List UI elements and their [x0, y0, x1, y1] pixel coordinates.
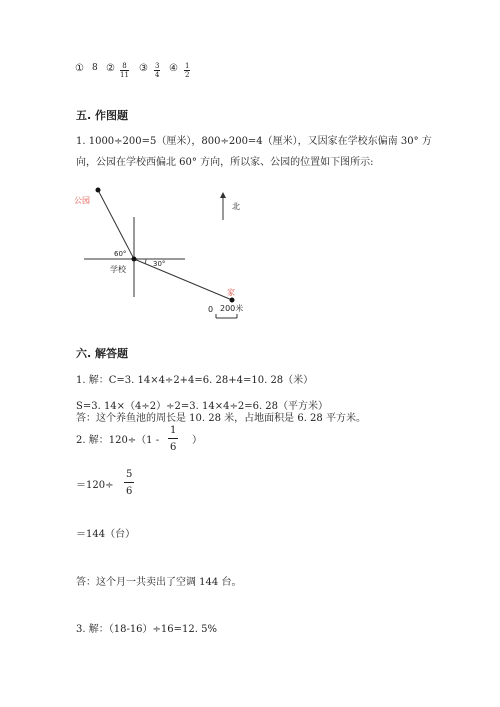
- angle-30-label: 30°: [153, 260, 166, 268]
- school-point: [132, 257, 137, 262]
- school-label: 学校: [110, 265, 126, 274]
- q2-step-1-prefix: 2. 解：120÷（1 -: [76, 435, 160, 446]
- fraction-denominator: 2: [185, 71, 190, 79]
- school-park-line: [98, 190, 134, 259]
- q2-step-2-prefix: ＝120÷: [76, 480, 114, 491]
- section-5-line-1: 1. 1000÷200=5（厘米），800÷200=4（厘米），又因家在学校东偏南 30° 方: [76, 136, 432, 147]
- answer-4-fraction: [184, 62, 190, 79]
- answer-3-fraction: [154, 62, 160, 79]
- scale-value-label: 200米: [220, 304, 244, 313]
- circled-number-4: ④: [169, 63, 178, 74]
- fraction-numerator: 1: [168, 425, 178, 439]
- q2-step-3: ＝144（台）: [76, 529, 136, 540]
- fraction-denominator: 4: [155, 71, 160, 79]
- home-label: 家: [227, 288, 235, 297]
- circled-number-3: ③: [139, 63, 148, 74]
- fraction-numerator: 5: [124, 469, 134, 483]
- section-5-line-2: 向，公园在学校西偏北 60° 方向，所以家、公园的位置如下图所示:: [76, 157, 374, 168]
- q1-line-3: 答：这个养鱼池的周长是 10. 28 米，占地面积是 6. 28 平方米。: [76, 413, 366, 424]
- home-point: [230, 298, 235, 303]
- section-6-heading: 六. 解答题: [76, 347, 129, 360]
- answer-1-value: 8: [92, 63, 98, 73]
- fraction-denominator: 6: [126, 486, 133, 497]
- angle-60-label: 60°: [114, 250, 127, 258]
- q1-line-1: 1. 解：C=3. 14×4÷2+4=6. 28+4=10. 28（米）: [76, 375, 314, 386]
- fraction-denominator: 11: [120, 71, 129, 79]
- q2-answer: 答：这个月一共卖出了空调 144 台。: [76, 577, 242, 588]
- q3-line-1: 3. 解：（18-16）÷16=12. 5%: [76, 624, 217, 635]
- q2-step-1-fraction: [168, 425, 178, 453]
- q2-step-1-suffix: ）: [192, 435, 202, 446]
- section-5-heading: 五. 作图题: [76, 109, 129, 122]
- north-label: 北: [232, 202, 240, 211]
- angle-30-arc: [145, 259, 146, 264]
- fraction-numerator: 3: [155, 62, 160, 70]
- q1-line-2: S=3. 14×（4÷2）÷2=3. 14×4÷2=6. 28（平方米）: [76, 401, 329, 412]
- fraction-denominator: 6: [170, 442, 177, 453]
- q2-step-2-fraction: [124, 469, 134, 497]
- answer-2-fraction: [120, 62, 129, 79]
- circled-number-1: ①: [75, 63, 84, 74]
- scale-bar: [216, 314, 237, 318]
- park-label: 公园: [74, 196, 90, 205]
- scale-zero-label: 0: [208, 305, 214, 314]
- north-arrow-icon: [220, 192, 226, 220]
- school-home-line: [134, 259, 232, 300]
- fraction-numerator: 1: [185, 62, 190, 70]
- position-diagram: [0, 180, 500, 330]
- fraction-numerator: 8: [120, 62, 129, 71]
- circled-number-2: ②: [106, 63, 115, 74]
- park-point: [96, 188, 101, 193]
